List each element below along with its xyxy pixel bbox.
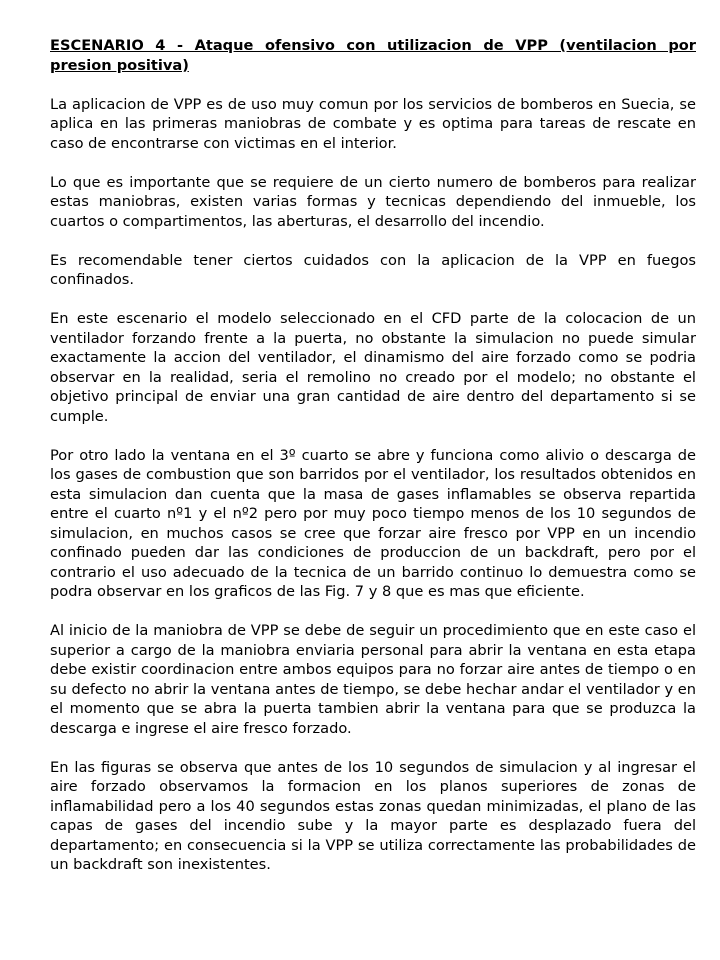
paragraph-confined-fires: Es recomendable tener ciertos cuidados con la aplicacion de la VPP en fuegos confinados. <box>50 251 696 288</box>
paragraph-figures-conclusion: En las figuras se observa que antes de los 10 segundos de simulacion y al ingresar el aire forzado observamos la formacion en los planos superiores de zonas de inflamabilidad pero a los 40 segundos estas zonas quedan minimizadas, el plano de las capas de gases del incendio sube y la mayor parte es desplazado fuera del departamento; en consecuencia si la VPP se utiliza correctamente las probabilidades de un backdraft son inexistentes. <box>50 758 696 873</box>
paragraph-window-relief: Por otro lado la ventana en el 3º cuarto se abre y funciona como alivio o descarga de los gases de combustion que son barridos por el ventilador, los resultados obtenidos en esta simulacion dan cuenta que la masa de gases inflamables se observa repartida entre el cuarto nº1 y el nº2 pero por muy poco tiempo menos de los 10 segundos de simulacion, en muchos casos se cree que forzar aire fresco por VPP en un incendio confinado pueden dar las condiciones de produccion de un backdraft, pero por el contrario el uso adecuado de la tecnica de un barrido continuo lo demuestra como se podra observar en los graficos de las Fig. 7 y 8 que es mas que eficiente. <box>50 446 696 600</box>
paragraph-vpp-usage: La aplicacion de VPP es de uso muy comun por los servicios de bomberos en Suecia, se aplica en las primeras maniobras de combate y es optima para tareas de rescate en caso de encontrarse con victimas en el interior. <box>50 95 696 152</box>
paragraph-procedure: Al inicio de la maniobra de VPP se debe de seguir un procedimiento que en este caso el superior a cargo de la maniobra enviaria personal para abrir la ventana en esta etapa debe existir coordinacion entre ambos equipos para no forzar aire antes de tiempo o en su defecto no abrir la ventana antes de tiempo, se debe hechar andar el ventilador y en el momento que se abra la puerta tambien abrir la ventana para que se produzca la descarga e ingrese el aire fresco forzado. <box>50 622 696 737</box>
document-page <box>50 36 696 894</box>
paragraph-cfd-model: En este escenario el modelo seleccionado en el CFD parte de la colocacion de un ventilador forzando frente a la puerta, no obstante la simulacion no puede simular exactamente la accion del ventilador, el dinamismo del aire forzado como se podria observar en la realidad, seria el remolino no creado por el modelo; no obstante el objetivo principal de enviar una gran cantidad de aire dentro del departamento si se cumple. <box>50 310 696 425</box>
section-title: ESCENARIO 4 - Ataque ofensivo con utilizacion de VPP (ventilacion por presion positiva) <box>50 37 696 74</box>
paragraph-firefighter-numbers: Lo que es importante que se requiere de un cierto numero de bomberos para realizar estas maniobras, existen varias formas y tecnicas dependiendo del inmueble, los cuartos o compartimentos, las aberturas, el desarrollo del incendio. <box>50 173 696 230</box>
